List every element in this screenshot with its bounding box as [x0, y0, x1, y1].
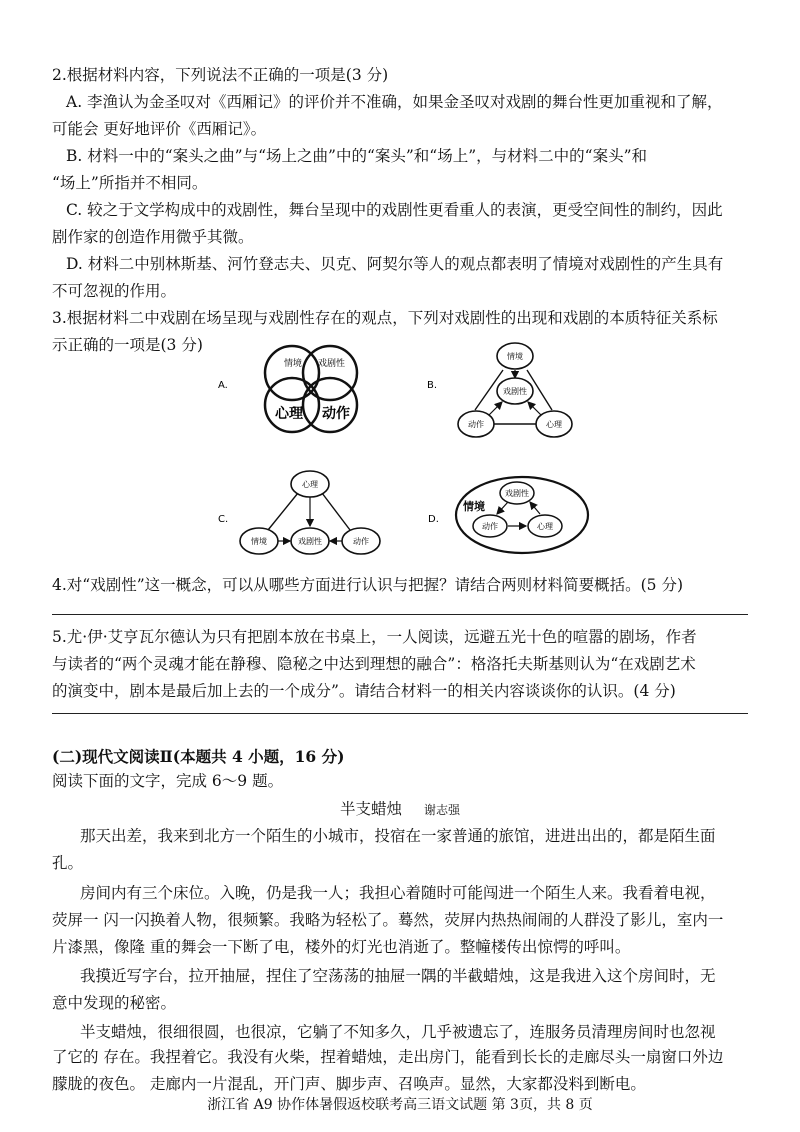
- q2-option-a-line2: 可能会 更好地评价《西厢记》。: [52, 120, 267, 138]
- b-xijuxing-text: 戏剧性: [503, 387, 527, 396]
- diagram-d: [428, 477, 588, 553]
- story-p3-line2: 意中发现的秘密。: [52, 994, 177, 1012]
- diagram-d-label: D.: [428, 514, 439, 525]
- story-p1-line1: 那天出差，我来到北方一个陌生的小城市，投宿在一家普通的旅馆，进进出出的，都是陌生面: [80, 827, 716, 845]
- q2-option-d-line1: D. 材料二中别林斯基、河竹登志夫、贝克、阿契尔等人的观点都表明了情境对戏剧性的产生具有: [66, 255, 724, 273]
- story-p2-line3: 片漆黑，像隆 重的舞会一下断了电，楼外的灯光也消逝了。整幢楼传出惊愕的呼叫。: [52, 938, 631, 956]
- q5-line1: 5.尤·伊·艾亨瓦尔德认为只有把剧本放在书桌上，一人阅读，远避五光十色的喧嚣的剧场，作者: [52, 628, 697, 646]
- section2-instruction: 阅读下面的文字，完成 6～9 题。: [52, 772, 284, 790]
- story-p1-line2: 孔。: [52, 854, 84, 872]
- b-dongzuo-text: 动作: [468, 420, 484, 429]
- a-xinli-text: 心理: [275, 406, 303, 422]
- c-qingjing-text: 情境: [251, 537, 267, 546]
- q2-option-b-line1: B. 材料一中的“案头之曲”与“场上之曲”中的“案头”和“场上”，与材料二中的“案头”和: [66, 147, 647, 165]
- q2-option-a-line1: A. 李渔认为金圣叹对《西厢记》的评价并不准确，如果金圣叹对戏剧的舞台性更加重视和了解，: [66, 93, 723, 111]
- a-dongzuo-text: 动作: [322, 406, 350, 422]
- q5-line2: 与读者的“两个灵魂才能在静穆、隐秘之中达到理想的融合”：格洛托夫斯基则认为“在戏剧艺术: [52, 655, 696, 673]
- a-qingjing-text: 情境: [284, 359, 303, 369]
- story-p2-line1: 房间内有三个床位。入晚，仍是我一人；我担心着随时可能闯进一个陌生人来。我看着电视，: [80, 884, 716, 902]
- b-xinli-text: 心理: [546, 420, 562, 429]
- diagram-b-label: B.: [427, 380, 438, 391]
- d-xinli-text: 心理: [537, 522, 553, 531]
- b-qingjing-text: 情境: [507, 352, 523, 361]
- diagram-c-label: C.: [218, 514, 229, 525]
- story-p4-line3: 朦胧的夜色。 走廊内一片混乱，开门声、脚步声、召唤声。显然，大家都没料到断电。: [52, 1075, 646, 1093]
- diagram-a-label: A.: [218, 380, 228, 391]
- story-title: 半支蜡烛: [339, 800, 402, 818]
- c-xinli-text: 心理: [302, 480, 318, 489]
- q2-stem: 2.根据材料内容，下列说法不正确的一项是(3 分): [52, 66, 389, 84]
- diagram-c: [218, 471, 380, 554]
- story-p2-line2: 荧屏一 闪一闪换着人物，很频繁。我略为轻松了。蓦然，荧屏内热热闹闹的人群没了影儿，室内一: [52, 911, 724, 929]
- q2-option-d-line2: 不可忽视的作用。: [52, 282, 177, 300]
- story-author: 谢志强: [424, 803, 461, 817]
- d-xijuxing-text: 戏剧性: [505, 489, 529, 498]
- circle-xijuxing: [303, 346, 357, 400]
- q5-answer-line[interactable]: [52, 713, 748, 714]
- page-footer: 浙江省 A9 协作体暑假返校联考高三语文试题 第 3页，共 8 页: [207, 1097, 593, 1113]
- c-xijuxing-text: 戏剧性: [298, 537, 322, 546]
- d-qingjing-text: 情境: [463, 500, 485, 513]
- circle-dongzuo: [303, 378, 357, 432]
- d-dongzuo-text: 动作: [482, 522, 498, 531]
- diagram-b: [427, 343, 572, 437]
- c-dongzuo-text: 动作: [353, 537, 369, 546]
- q2-option-c-line2: 剧作家的创造作用微乎其微。: [52, 228, 254, 246]
- q4-answer-line[interactable]: [52, 614, 748, 615]
- q2-option-c-line1: C. 较之于文学构成中的戏剧性，舞台呈现中的戏剧性更看重人的表演，更受空间性的制约，因此: [66, 201, 723, 219]
- story-p4-line2: 了它的 存在。我捏着它。我没有火柴，捏着蜡烛，走出房门，能看到长长的走廊尽头一扇窗口外边 朦胧的夜色。 走廊内一片混乱，开门声、脚步声、召唤声。显然，大家都没料到断电。: [52, 1044, 752, 1098]
- q5-line3: 的演变中，剧本是最后加上去的一个成分”。请结合材料一的相关内容谈谈你的认识。(4 分): [52, 682, 676, 700]
- story-title-line: [0, 797, 800, 819]
- q2-option-b-line2: “场上”所指并不相同。: [52, 174, 208, 192]
- q3-stem-line2: 示正确的一项是(3 分): [52, 336, 203, 354]
- q3-stem-line1: 3.根据材料二中戏剧在场呈现与戏剧性存在的观点，下列对戏剧性的出现和戏剧的本质特征关系标: [52, 309, 718, 327]
- story-p4-line1: 半支蜡烛，很细很圆，也很凉，它躺了不知多久，几乎被遗忘了，连服务员清理房间时也忽视: [80, 1023, 716, 1041]
- section2-heading: (二)现代文阅读Ⅱ(本题共 4 小题，16 分): [52, 747, 345, 766]
- story-p3-line1: 我摸近写字台，拉开抽屉，捏住了空荡荡的抽屉一隅的半截蜡烛，这是我进入这个房间时，无: [80, 967, 716, 985]
- q4-text: 4.对“戏剧性”这一概念，可以从哪些方面进行认识与把握？请结合两则材料简要概括。(5 分): [52, 576, 684, 594]
- diagram-a: [218, 346, 357, 432]
- a-xijuxing-text: 戏剧性: [318, 359, 346, 369]
